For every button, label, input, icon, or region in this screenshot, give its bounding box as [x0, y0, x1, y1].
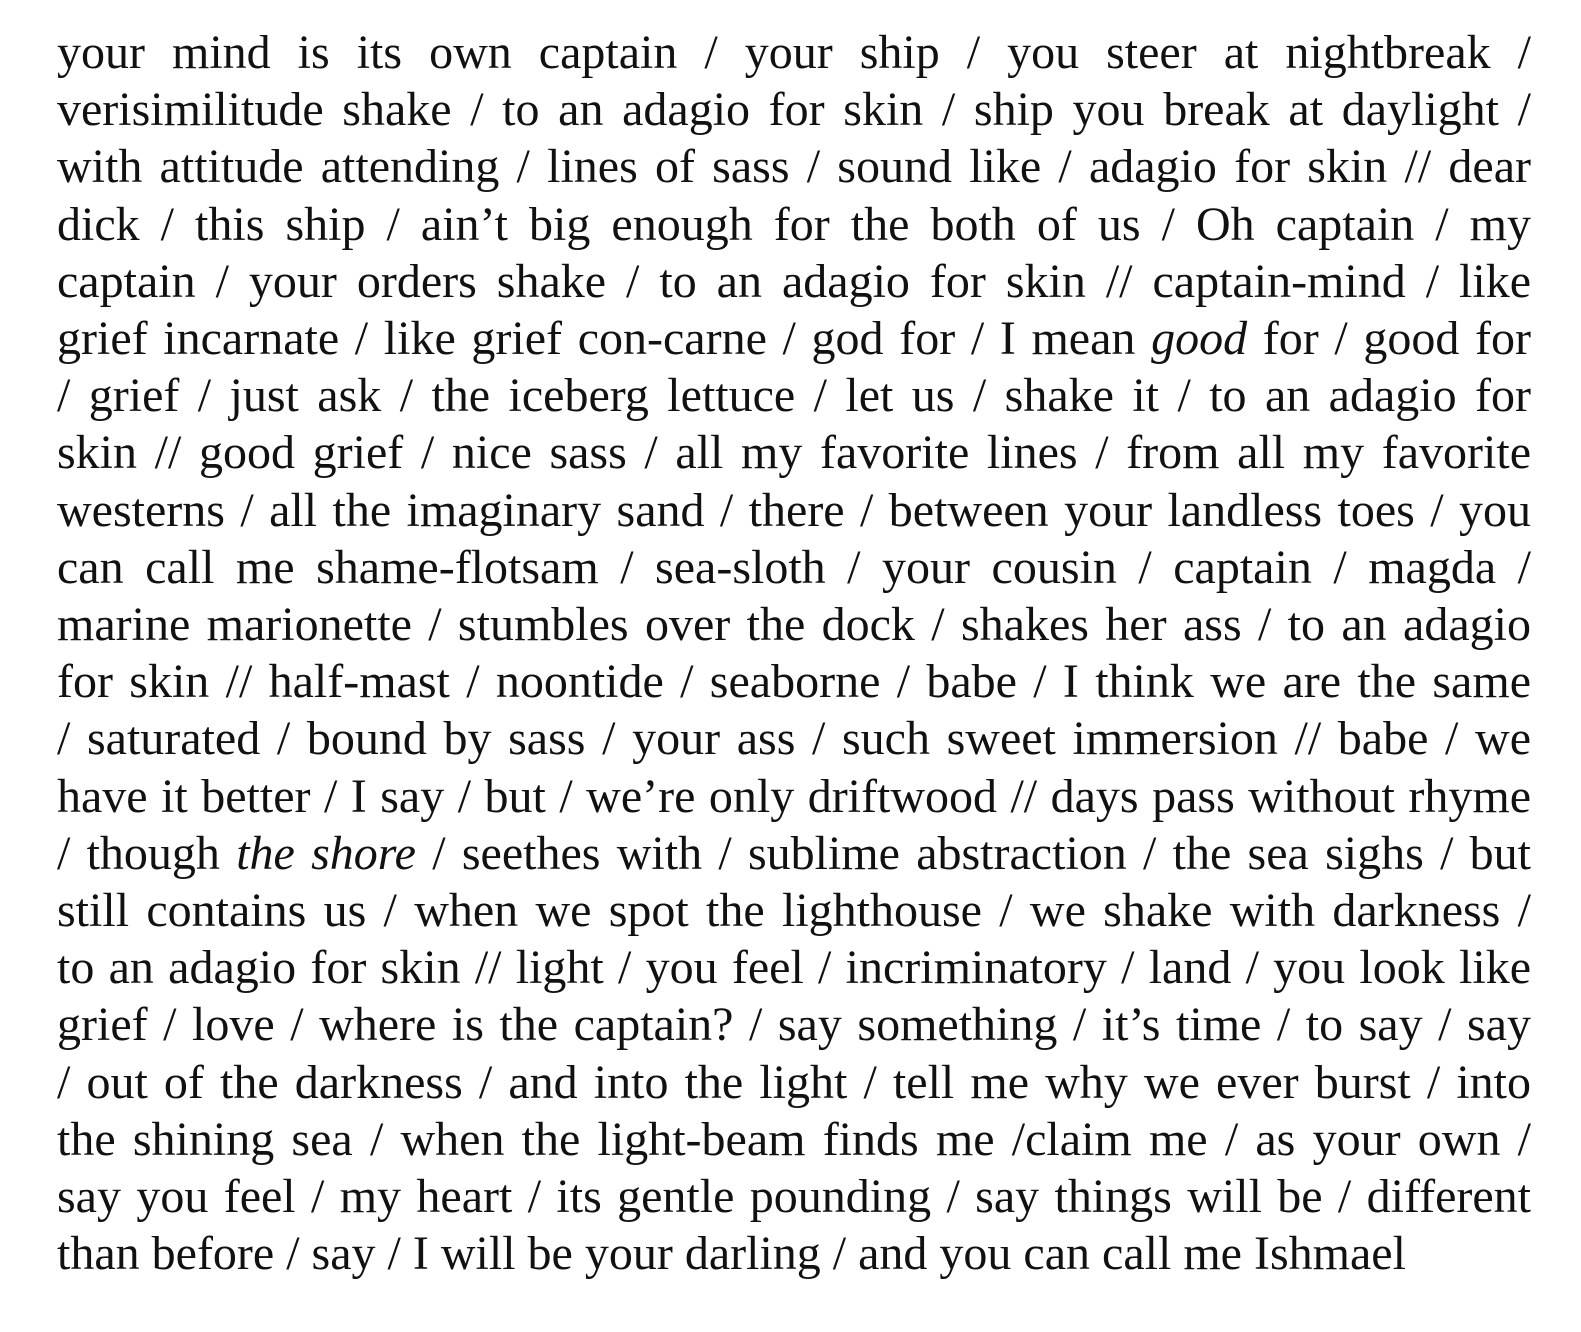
poem-line: [57, 1111, 1531, 1168]
poem-line: [57, 424, 1531, 481]
poem-line: [57, 996, 1531, 1053]
line-segment: for / good for: [1247, 312, 1531, 366]
poem-line: [57, 1054, 1531, 1111]
line-segment: / though: [57, 826, 237, 880]
line-segment: than before / say / I will be your darling / and you can call me Ishmael: [57, 1227, 1406, 1281]
italic-segment: the shore: [236, 826, 416, 880]
line-segment: / out of the darkness / and into the light / tell me why we ever burst / into: [57, 1055, 1531, 1109]
line-segment: still contains us / when we spot the lighthouse / we shake with darkness /: [57, 884, 1531, 938]
line-segment: marine marionette / stumbles over the dock / shakes her ass / to an adagio: [57, 598, 1531, 652]
line-segment: grief / love / where is the captain? / say something / it’s time / to say / say: [57, 998, 1531, 1052]
line-segment: for skin // half-mast / noontide / seaborne / babe / I think we are the same: [57, 655, 1531, 709]
line-segment: the shining sea / when the light-beam finds me /claim me / as your own /: [57, 1112, 1531, 1166]
line-segment: say you feel / my heart / its gentle pounding / say things will be / different: [57, 1170, 1531, 1224]
line-segment: have it better / I say / but / we’re only driftwood // days pass without rhyme: [57, 769, 1531, 823]
line-segment: grief incarnate / like grief con-carne / god for / I mean: [57, 312, 1152, 366]
poem-line: [57, 138, 1531, 195]
poem-line: [57, 482, 1531, 539]
poem-line: [57, 539, 1531, 596]
poem-line: [57, 24, 1531, 81]
italic-segment: good: [1151, 312, 1248, 366]
poem-line: [57, 310, 1531, 367]
poem-line: [57, 196, 1531, 253]
poem-line: [57, 939, 1531, 996]
line-segment: westerns / all the imaginary sand / there / between your landless toes / you: [57, 483, 1531, 537]
poem-line: [57, 1168, 1531, 1225]
poem-line: [57, 367, 1531, 424]
poem-line: [57, 253, 1531, 310]
line-segment: with attitude attending / lines of sass / sound like / adagio for skin // dear: [57, 140, 1531, 194]
line-segment: dick / this ship / ain’t big enough for the both of us / Oh captain / my: [57, 197, 1531, 251]
line-segment: / seethes with / sublime abstraction / the sea sighs / but: [416, 826, 1532, 880]
line-segment: your mind is its own captain / your ship / you steer at nightbreak /: [57, 26, 1531, 79]
line-segment: skin // good grief / nice sass / all my favorite lines / from all my favorite: [57, 426, 1531, 480]
line-segment: / saturated / bound by sass / your ass / such sweet immersion // babe / we: [57, 712, 1531, 766]
poem-line: [57, 1225, 1531, 1282]
poem-line: [57, 81, 1531, 138]
poem-line: [57, 653, 1531, 710]
line-segment: to an adagio for skin // light / you feel / incriminatory / land / you look like: [57, 941, 1531, 995]
line-segment: verisimilitude shake / to an adagio for skin / ship you break at daylight /: [57, 83, 1531, 137]
poem-line: [57, 710, 1531, 767]
line-segment: can call me shame-flotsam / sea-sloth / your cousin / captain / magda /: [57, 540, 1531, 594]
poem-line: [57, 596, 1531, 653]
poem-text: [57, 24, 1531, 1282]
line-segment: captain / your orders shake / to an adagio for skin // captain-mind / like: [57, 254, 1531, 308]
poem-line: [57, 768, 1531, 825]
line-segment: / grief / just ask / the iceberg lettuce / let us / shake it / to an adagio for: [57, 369, 1531, 423]
poem-line: [57, 882, 1531, 939]
poem-line: [57, 825, 1531, 882]
